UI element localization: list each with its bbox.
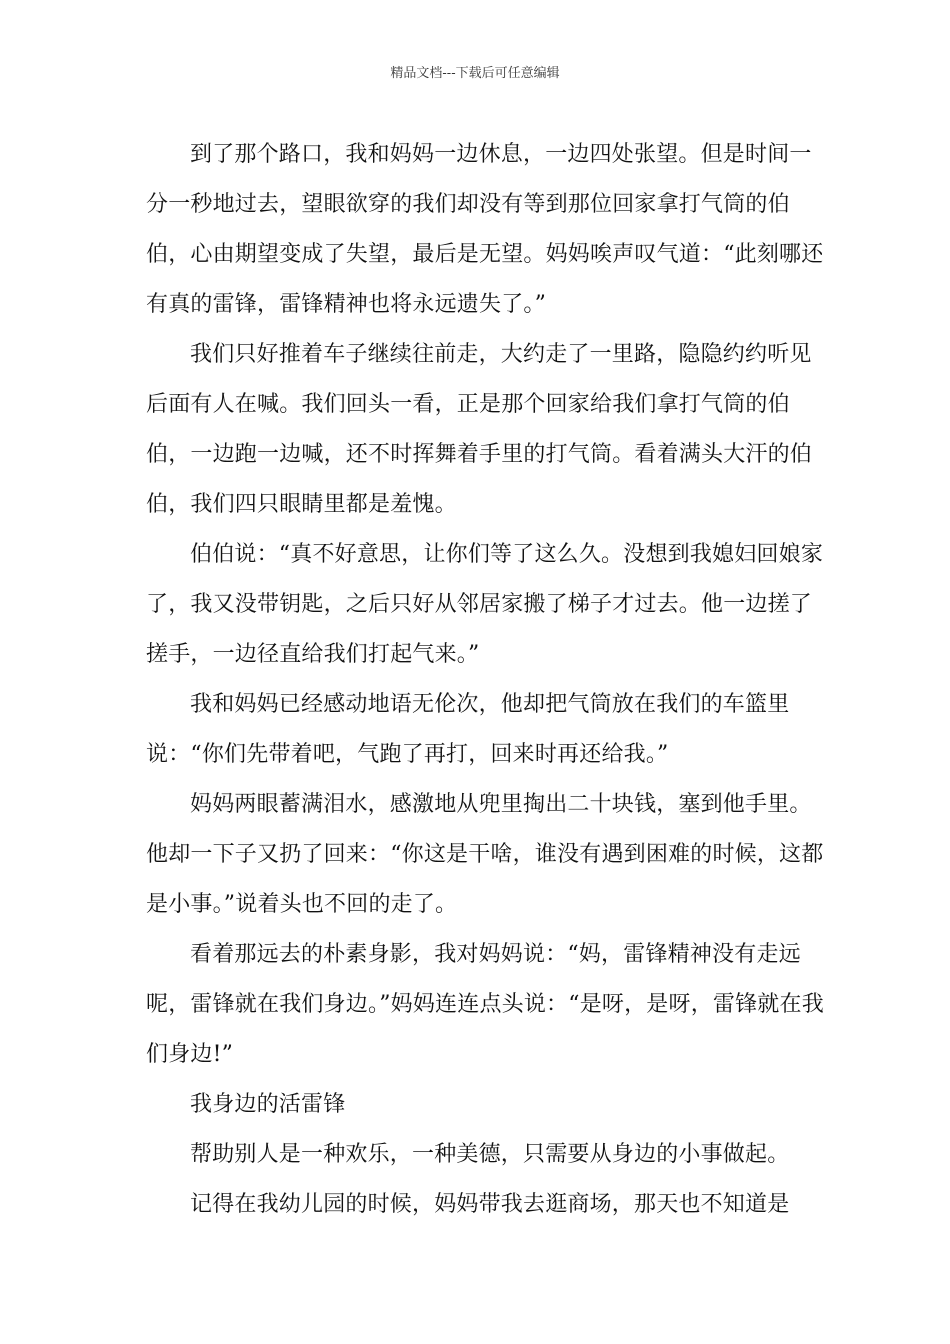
page-header: 精品文档---下载后可任意编辑: [390, 66, 560, 81]
paragraph: 我们只好推着车子继续往前走，大约走了一里路，隐隐约约听见后面有人在喊。我们回头一看，正是那个回家给我们拿打气筒的伯伯，一边跑一边喊，还不时挥舞着手里的打气筒。看着满头大汗的伯伯，我们四只眼睛里都是羞愧。: [146, 342, 813, 517]
paragraph: 到了那个路口，我和妈妈一边休息，一边四处张望。但是时间一分一秒地过去，望眼欲穿的我们却没有等到那位回家拿打气筒的伯伯，心由期望变成了失望，最后是无望。妈妈唉声叹气道：“此刻哪还有真的雷锋，雷锋精神也将永远遗失了。”: [146, 142, 824, 317]
paragraph: 我和妈妈已经感动地语无伦次，他却把气筒放在我们的车篮里说：“你们先带着吧，气跑了再打，回来时再还给我。”: [146, 692, 790, 767]
section-heading: 我身边的活雷锋: [190, 1092, 346, 1117]
paragraph: 伯伯说：“真不好意思，让你们等了这么久。没想到我媳妇回娘家了，我又没带钥匙，之后只好从邻居家搬了梯子才过去。他一边搓了搓手，一边径直给我们打起气来。”: [146, 542, 824, 667]
article-body: [146, 130, 826, 1230]
paragraph: 看着那远去的朴素身影，我对妈妈说：“妈，雷锋精神没有走远呢，雷锋就在我们身边。”妈妈连连点头说：“是呀，是呀，雷锋就在我们身边!”: [146, 942, 824, 1067]
paragraph: 帮助别人是一种欢乐，一种美德，只需要从身边的小事做起。: [190, 1142, 790, 1167]
paragraph: 妈妈两眼蓄满泪水，感激地从兜里掏出二十块钱，塞到他手里。他却一下子又扔了回来：“你这是干啥，谁没有遇到困难的时候，这都是小事。”说着头也不回的走了。: [146, 792, 824, 917]
paragraph: 记得在我幼儿园的时候，妈妈带我去逛商场，那天也不知道是: [190, 1192, 790, 1217]
